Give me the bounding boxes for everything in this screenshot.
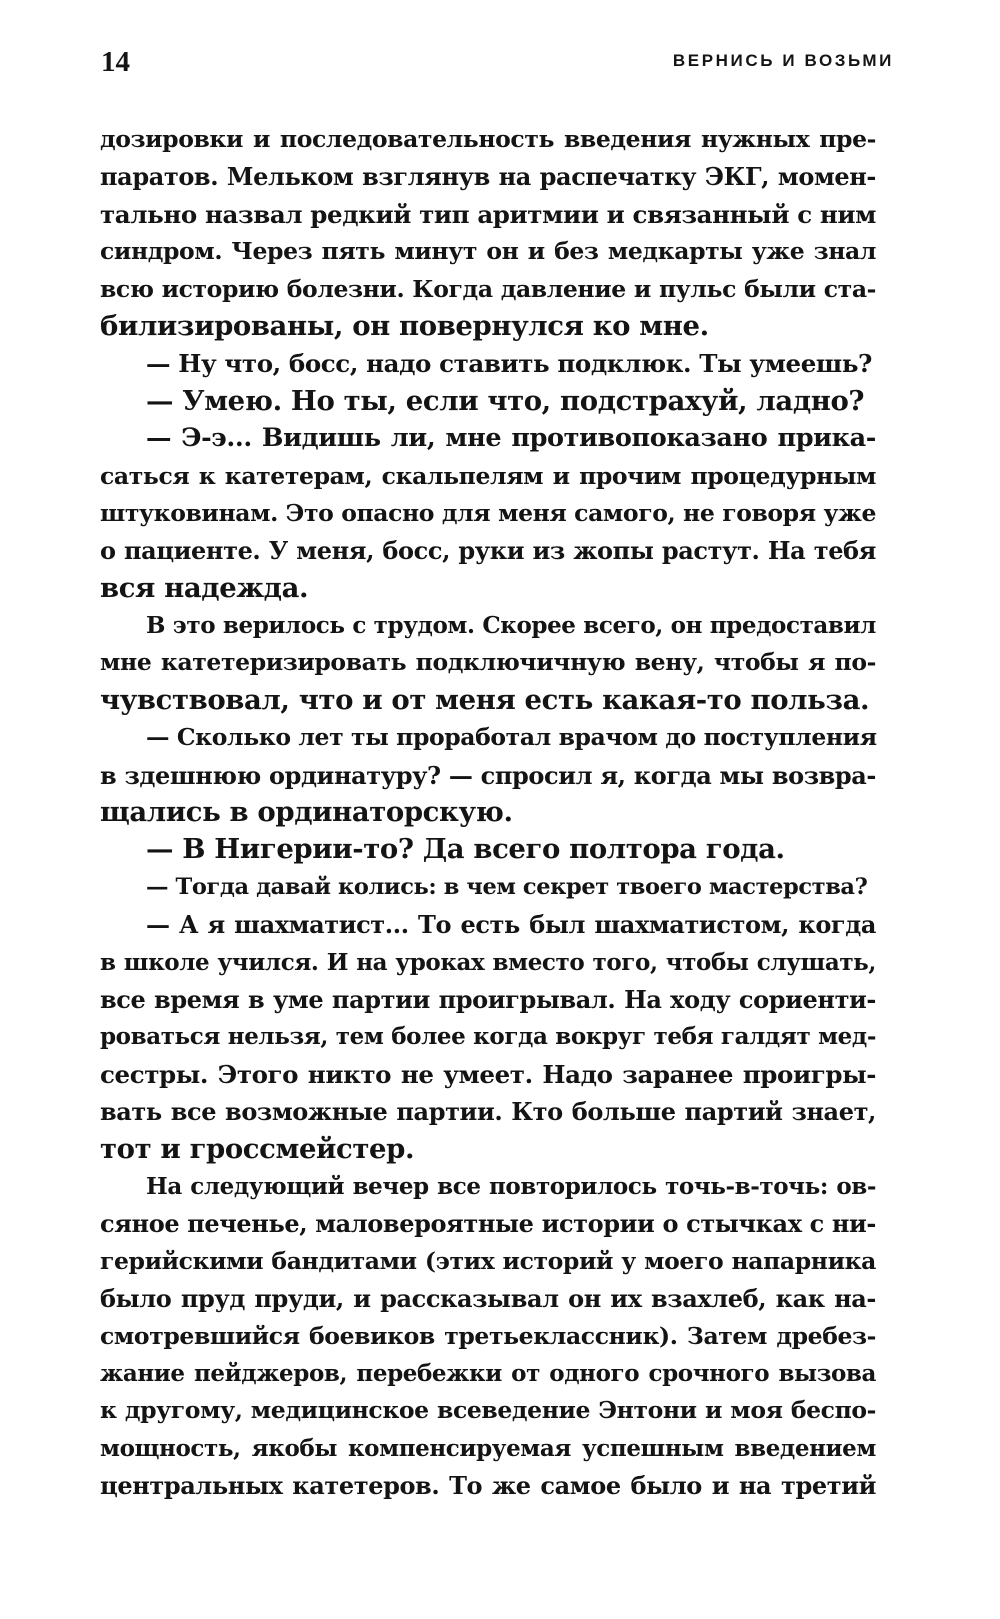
text-line: в школе учился. И на уроках вместо того, чтобы слушать, [100,948,876,976]
text-line: центральных катетеров. То же самое было и на третий [100,1471,876,1501]
text-line: паратов. Мельком взглянув на распечатку ЭКГ, момен- [100,162,876,192]
text-line: было пруд пруди, и рассказывал он их взахлеб, как на- [100,1284,876,1314]
text-line: смотревшийся боевиков третьеклассник). Затем дребез- [100,1321,876,1350]
text-line: тально назвал редкий тип аритмии и связанный с ним [100,199,877,229]
text-line: чувствовал, что и от меня есть какая-то польза. [100,683,870,716]
text-line: к другому, медицинское всеведение Энтони и моя беспо- [100,1396,876,1425]
text-line: — Сколько лет ты проработал врачом до поступления [146,723,877,752]
page-number: 14 [101,46,130,78]
text-line: роваться нельзя, тем более когда вокруг тебя галдят мед- [100,1023,876,1051]
text-line: мне катетеризировать подключичную вену, чтобы я по- [100,648,876,677]
running-title: ВЕРНИСЬ И ВОЗЬМИ [672,51,894,70]
text-line: щались в ординаторскую. [100,796,513,829]
body-text [100,121,876,1504]
text-line: мощность, якобы компенсируемая успешным введением [100,1434,876,1462]
text-line: все время в уме партии проигрывал. На ходу сориенти- [100,984,876,1014]
text-line: о пациенте. У меня, босс, руки из жопы растут. На тебя [100,536,876,566]
text-line: штуковинам. Это опасно для меня самого, не говоря уже [100,498,876,527]
text-line: — Умею. Но ты, если что, подстрахуй, ладно? [146,384,865,417]
text-line: в здешнюю ординатуру? — спросил я, когда мы возвра- [100,760,876,790]
text-line: — Ну что, босс, надо ставить подклюк. Ты умеешь? [146,349,873,379]
text-line: На следующий вечер все повторилось точь-в-точь: ов- [146,1172,876,1200]
text-line: вся надежда. [100,571,309,604]
text-line: В это верилось с трудом. Скорее всего, он предоставил [146,612,876,640]
text-line: сестры. Этого никто не умеет. Надо заранее проигры- [100,1059,876,1089]
text-line: тот и гроссмейстер. [100,1132,415,1165]
text-line: — А я шахматист... То есть был шахматистом, когда [146,910,876,940]
text-line: — Э-э... Видишь ли, мне противопоказано прика- [146,423,876,454]
text-line: всю историю болезни. Когда давление и пульс были ста- [100,274,876,303]
text-line: вать все возможные партии. Кто больше партий знает, [100,1097,876,1127]
text-line: — Тогда давай колись: в чем секрет твоего мастерства? [146,873,868,900]
text-line: билизированы, он повернулся ко мне. [100,309,709,342]
text-line: сяное печенье, маловероятные истории о стычках с ни- [100,1209,876,1239]
text-line: жание пейджеров, перебежки от одного срочного вызова [100,1359,876,1387]
text-line: герийскими бандитами (этих историй у моего напарника [100,1246,876,1275]
text-line: дозировки и последовательность введения нужных пре- [100,125,876,153]
text-line: саться к катетерам, скальпелям и прочим процедурным [100,461,876,490]
text-line: — В Нигерии-то? Да всего полтора года. [146,833,785,866]
text-line: синдром. Через пять минут он и без медкарты уже знал [100,237,876,266]
